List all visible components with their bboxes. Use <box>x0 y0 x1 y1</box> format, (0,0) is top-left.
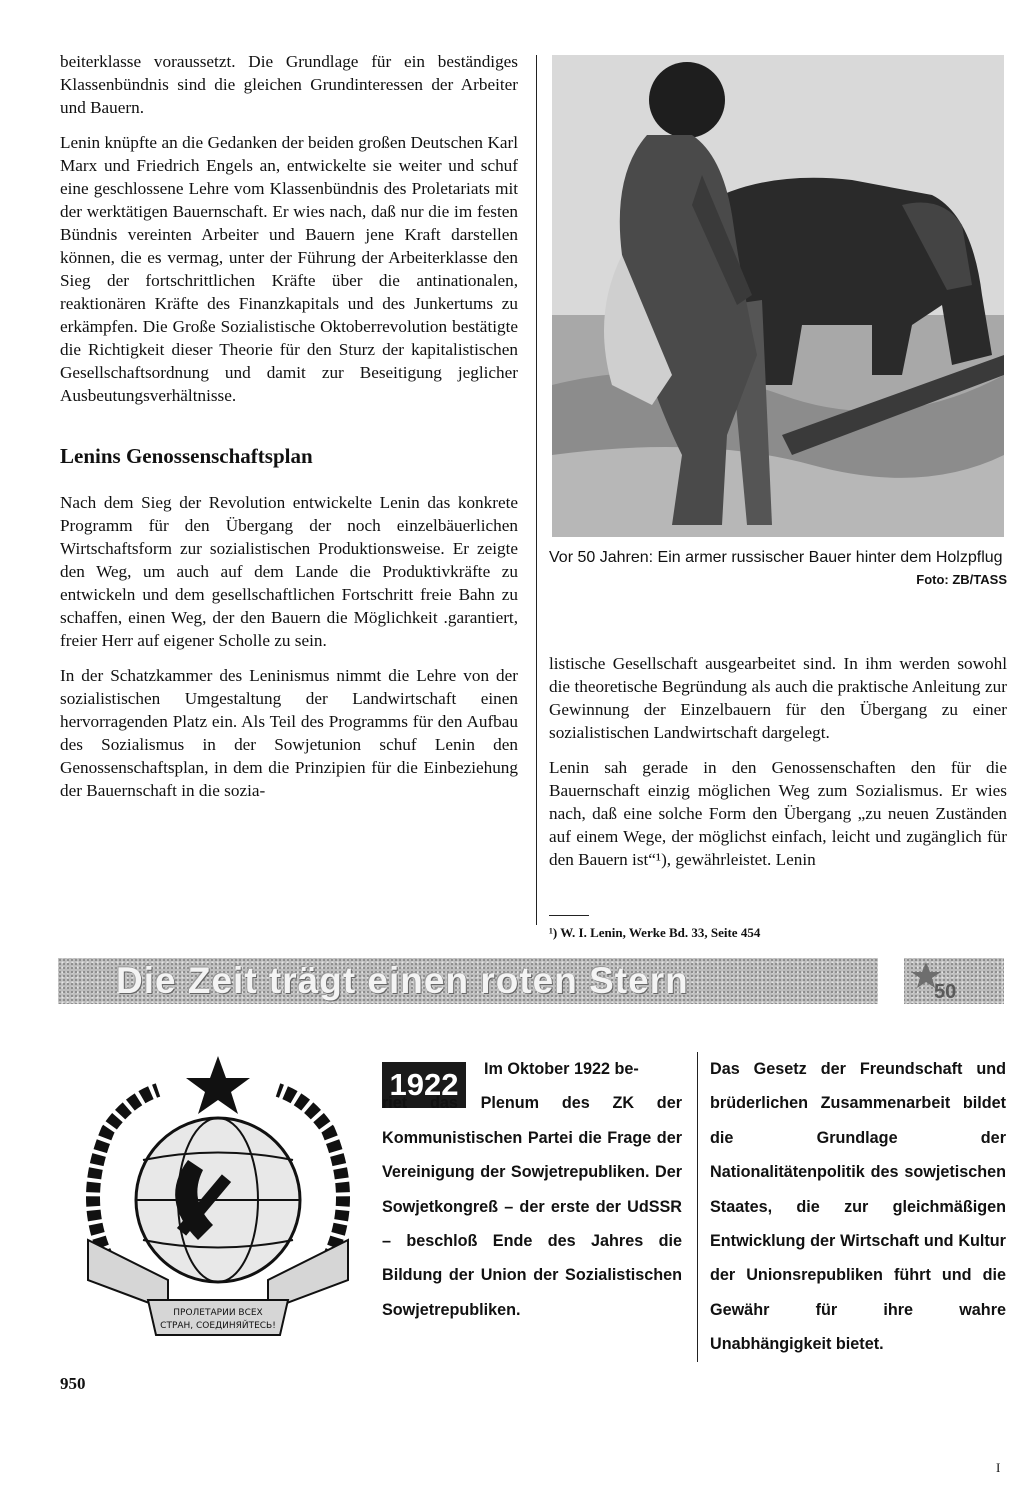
state-emblem-icon <box>48 1050 388 1350</box>
star-50-icon <box>906 960 966 1002</box>
paragraph-2: Lenin knüpfte an die Gedanken der beiden großen Deutschen Karl Marx und Friedrich Engels an, entwickelte sie weiter und schuf eine geschlossene Lehre vom Klassenbündnis des Proletariats mit der werktätigen Bauernschaft. Er wies nach, daß nur die im festen Bündnis vereinten Arbeiter und Bauern jene Kraft darstellen können, die es vermag, unter der Führung der Arbeiterklasse den Sieg der fortschrittlichen Kräfte über die antinationalen, reaktionären Kräfte des Finanzkapitals und des Junkertums zu erkämpfen. Die Große Sozialistische Oktoberrevolution bestätigte die Richtigkeit dieser Theorie für den Sturz der kapitalistischen Gesellschaftsordnung und damit zur Beseitigung jeglicher Ausbeutungsverhältnisse. <box>60 133 518 405</box>
banner-title: Die Zeit trägt einen roten Stern <box>116 960 689 1001</box>
page-number: 950 <box>60 1374 86 1393</box>
emblem-motto-2: СТРАН, СОЕДИНЯЙТЕСЬ! <box>160 1321 276 1331</box>
paragraph-4: In der Schatzkammer des Leninismus nimmt die Lehre von der sozialistischen Umgestaltung der Landwirtschaft einen hervorragenden Platz ein. Als Teil des Programms für den Aufbau des Sozialismus in der Sowjetunion schuf Lenin den Genossenschaftsplan, in dem die Prinzipien für die Einbeziehung der Bauernschaft in die sozia- <box>60 666 518 800</box>
section-heading: Lenins Genossenschaftsplan <box>60 444 313 468</box>
emblem-motto-1: ПРОЛЕТАРИИ ВСЕХ <box>173 1308 263 1318</box>
banner-gap <box>878 958 904 1004</box>
history-text: riet das Plenum des ZK der Kommunistischen Partei die Frage der Vereinigung der Sowjetrepubliken. Der Sowjetkongreß – der erste der UdSSR – beschloß Ende des Jahres die Bildung der Union der Sozialistischen Sowjetrepubliken. <box>382 1094 682 1319</box>
farmer-photo <box>552 55 1004 537</box>
banner-badge-number: 50 <box>934 981 957 1002</box>
paragraph-3: Nach dem Sieg der Revolution entwickelte Lenin das konkrete Programm für den Übergang der noch einzelbäuerlichen Wirtschaftsform zur sozialistischen Produktionsweise. Er zeigte den Weg, um auch auf dem Lande die Produktivkräfte zu entwickeln und dem gesellschaftlichen Fortschritt freie Bahn zu schaffen, einen Weg, der den Bauern die Möglichkeit .garantiert, freier Herr auf eigener Scholle zu sein. <box>60 493 518 650</box>
farmer-photo-illustration <box>552 55 1004 537</box>
box-divider <box>697 1052 698 1362</box>
photo-caption: Vor 50 Jahren: Ein armer russischer Bauer hinter dem Holzpflug <box>549 549 1003 566</box>
anniversary-banner <box>58 958 1004 1004</box>
paragraph-6: Lenin sah gerade in den Genossenschaften den für die Bauernschaft einzig möglichen Weg zum Sozialismus. Er wies nach, daß eine solche Form den Übergang „zu neuen Zuständen auf einem Wege, der möglichst einfach, leicht und zugänglich für den Bauern ist“¹), gewährleistet. Lenin <box>549 758 1007 869</box>
corner-mark: I <box>996 1460 1001 1475</box>
history-first-line: Im Oktober 1922 be- <box>484 1060 639 1078</box>
friendship-box: Das Gesetz der Freundschaft und brüderlichen Zusammenarbeit bildet die Grundlage der Nationalitätenpolitik des sowjetischen Staates, die zur gleichmäßigen Entwicklung der Wirtschaft und Kultur der Unionsrepubliken führt und die Gewähr für ihre wahre Unabhängigkeit bietet. <box>710 1060 1006 1354</box>
left-column <box>60 50 518 814</box>
history-box-1922 <box>382 1052 682 1327</box>
year-badge: 1922 <box>382 1062 466 1108</box>
paragraph-1: beiterklasse voraussetzt. Die Grundlage für ein beständiges Klassenbündnis sind die gleichen Grundinteressen der Arbeiter und Bauern. <box>60 52 518 117</box>
right-column <box>549 652 1007 883</box>
footnote: ¹) W. I. Lenin, Werke Bd. 33, Seite 454 <box>549 925 761 940</box>
footnote-rule <box>549 915 589 916</box>
column-divider <box>536 55 537 925</box>
paragraph-5: listische Gesellschaft ausgearbeitet sind. In ihm werden sowohl die theoretische Begründung als auch die praktische Anleitung zur Gewinnung der Einzelbauern für den Übergang zu einer sozialistischen Landwirtschaft dargelegt. <box>549 654 1007 742</box>
photo-credit: Foto: ZB/TASS <box>916 572 1007 587</box>
